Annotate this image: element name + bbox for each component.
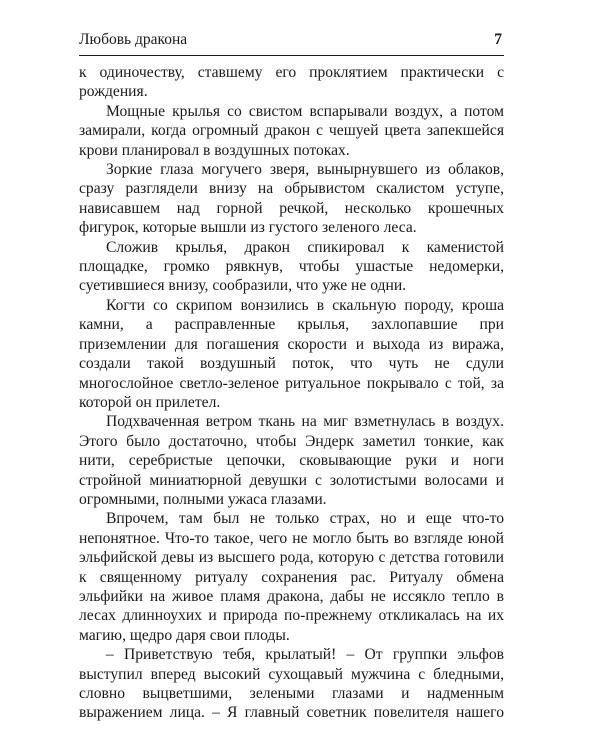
paragraph-8: – Приветствую тебя, крылатый! – От группки эльфов выступил вперед высокий сухощавый мужчина с бледными, словно выцветшими, зелеными глазами и надменным выражением лица. – Я главный советник повелителя нашего xyxy=(79,646,504,722)
book-title: Любовь дракона xyxy=(79,31,188,48)
header-rule xyxy=(79,55,504,56)
paragraph-4: Сложив крылья, дракон спикировал к каменистой площадке, громко рявкнув, чтобы ушастые недомерки, суетившиеся внизу, сообразили, что уже не одни. xyxy=(79,238,504,295)
paragraph-7: Впрочем, там был не только страх, но и еще что-то непонятное. Что-то такое, чего не могло быть во взгляде юной эльфийской девы из высшего рода, которую с детства готовили к священному ритуалу сохранения рас. Ритуалу обмена эльфийки на живое пламя дракона, дабы не иссякло тепло в лесах длинноухих и природа по-прежнему откликалась на их магию, щедро даря свои плоды. xyxy=(79,510,504,644)
running-header xyxy=(79,30,504,54)
page-text xyxy=(79,63,504,723)
paragraph-5: Когти со скрипом вонзились в скальную породу, кроша камни, а расправленные крылья, захлопавшие при приземлении для погашения скорости и выхода из виража, создали такой воздушный поток, что чуть не сдули многослойное светло-зеленое ритуальное покрывало с той, за которой он прилетел. xyxy=(79,296,504,411)
paragraph-1: к одиночеству, ставшему его проклятием практически с рождения. xyxy=(79,64,504,101)
page-number: 7 xyxy=(494,31,502,48)
paragraph-2: Мощные крылья со свистом вспарывали воздух, а потом замирали, когда огромный дракон с чешуей цвета запекшейся крови планировал в воздушных потоках. xyxy=(79,102,504,159)
paragraph-6: Подхваченная ветром ткань на миг взметнулась в воздух. Этого было достаточно, чтобы Эндерк заметил тонкие, как нити, серебристые цепочки, сковывающие руки и ноги стройной миниатюрной девушки с золотистыми волосами и огромными, полными ужаса глазами. xyxy=(79,413,504,508)
paragraph-3: Зоркие глаза могучего зверя, вынырнувшего из облаков, сразу разглядели внизу на обрывистом скалистом уступе, нависавшем над горной речкой, несколько крошечных фигурок, которые вышли из густого зеленого леса. xyxy=(79,161,504,237)
